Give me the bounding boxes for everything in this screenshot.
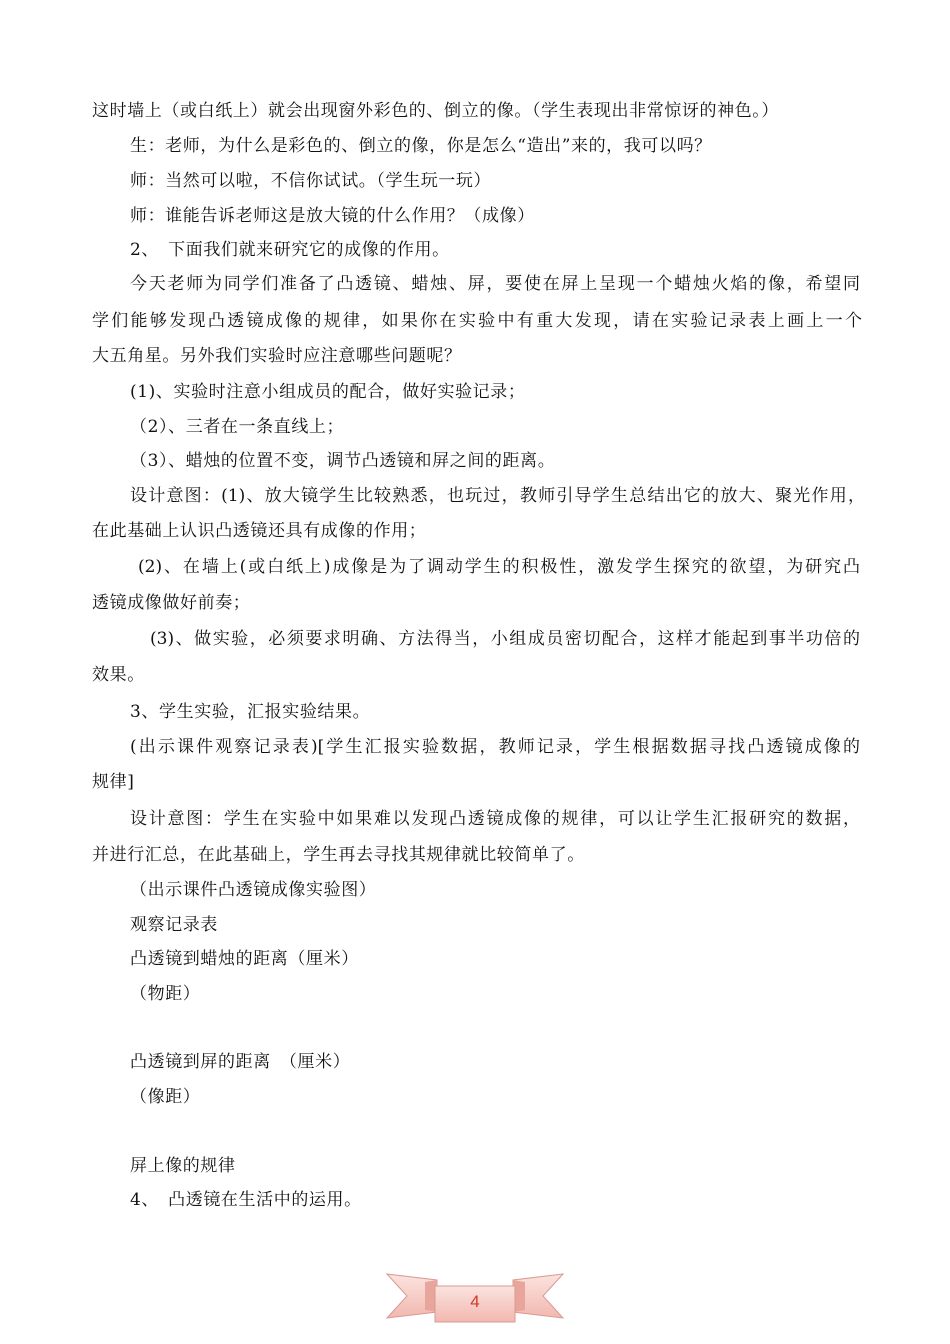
text-line: （物距） xyxy=(130,984,201,1004)
text-line: （像距） xyxy=(130,1087,201,1107)
text-line: 透镜成像做好前奏； xyxy=(92,593,251,613)
text-line: 今天老师为同学们准备了凸透镜、蜡烛、屏，要使在屏上呈现一个蜡烛火焰的像，希望同 xyxy=(130,274,860,294)
text-line: 在此基础上认识凸透镜还具有成像的作用； xyxy=(92,521,427,541)
text-line: (2)、在墙上(或白纸上)成像是为了调动学生的积极性，激发学生探究的欲望，为研究凸 xyxy=(138,557,860,577)
text-line: （出示课件凸透镜成像实验图） xyxy=(130,880,377,900)
text-line: (1)、实验时注意小组成员的配合，做好实验记录； xyxy=(130,382,526,402)
text-line: 规律] xyxy=(92,772,135,792)
text-line: 设计意图：(1)、放大镜学生比较熟悉，也玩过，教师引导学生总结出它的放大、聚光作用， xyxy=(130,486,865,506)
text-line: 凸透镜到屏的距离 （厘米） xyxy=(130,1052,351,1072)
text-line: 凸透镜到蜡烛的距离（厘米） xyxy=(130,949,359,969)
text-line: 效果。 xyxy=(92,665,145,685)
text-line: (3)、做实验，必须要求明确、方法得当，小组成员密切配合，这样才能起到事半功倍的 xyxy=(150,629,860,649)
text-line: 3、学生实验，汇报实验结果。 xyxy=(130,702,371,722)
text-line: （3）、蜡烛的位置不变，调节凸透镜和屏之间的距离。 xyxy=(130,451,556,471)
text-line: 屏上像的规律 xyxy=(130,1156,236,1176)
text-line: (出示课件观察记录表)[学生汇报实验数据，教师记录，学生根据数据寻找凸透镜成像的 xyxy=(130,737,860,757)
text-line: 观察记录表 xyxy=(130,915,218,935)
text-line: 学们能够发现凸透镜成像的规律，如果你在实验中有重大发现，请在实验记录表上画上一个 xyxy=(92,311,862,331)
text-line: 设计意图：学生在实验中如果难以发现凸透镜成像的规律，可以让学生汇报研究的数据， xyxy=(130,809,860,829)
text-line: 师：谁能告诉老师这是放大镜的什么作用？（成像） xyxy=(130,206,535,226)
text-line: 这时墙上（或白纸上）就会出现窗外彩色的、倒立的像。（学生表现出非常惊讶的神色。） xyxy=(92,101,779,121)
text-line: 2、 下面我们就来研究它的成像的作用。 xyxy=(130,240,450,260)
text-line: 师：当然可以啦，不信你试试。（学生玩一玩） xyxy=(130,171,492,191)
text-line: 生：老师，为什么是彩色的、倒立的像，你是怎么“造出”来的，我可以吗？ xyxy=(130,136,712,156)
text-line: 并进行汇总，在此基础上，学生再去寻找其规律就比较简单了。 xyxy=(92,845,585,865)
text-line: 4、 凸透镜在生活中的运用。 xyxy=(130,1190,362,1210)
page-number: 4 xyxy=(470,1292,480,1311)
page-footer xyxy=(385,1262,565,1328)
text-line: （2）、三者在一条直线上； xyxy=(130,417,345,437)
text-line: 大五角星。另外我们实验时应注意哪些问题呢？ xyxy=(92,346,462,366)
